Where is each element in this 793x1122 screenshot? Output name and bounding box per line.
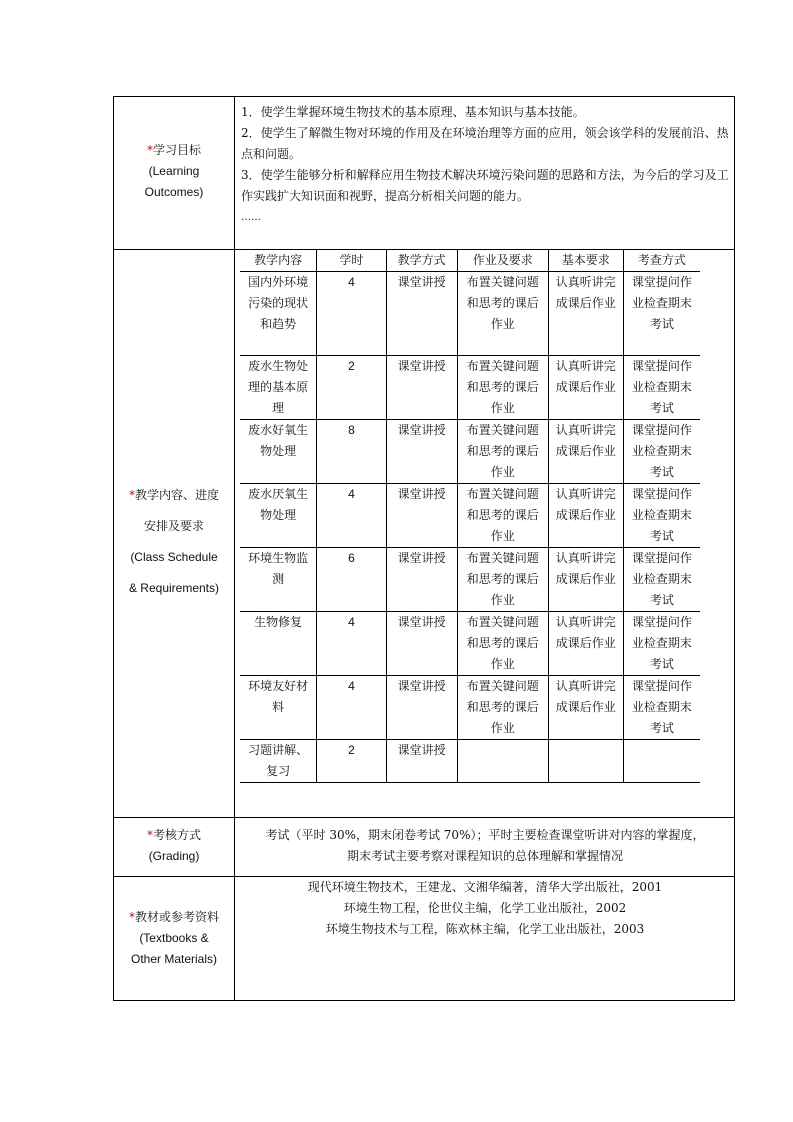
- cell-hours: 4: [317, 676, 386, 740]
- grading-label: [114, 825, 234, 867]
- materials-content: [234, 877, 736, 940]
- cell-topic: 废水厌氧生物处理: [240, 484, 317, 548]
- cell-assessment: 课堂提问作业检查期末考试: [623, 420, 700, 484]
- schedule-label-cn-1: 教学内容、进度: [134, 488, 219, 502]
- materials-label-en-1: (Textbooks &: [139, 931, 209, 945]
- table-row: [240, 356, 700, 420]
- cell-requirement: 认真听讲完成课后作业: [548, 420, 623, 484]
- cell-method: 课堂讲授: [386, 420, 457, 484]
- materials-label-cn: 教材或参考资料: [134, 910, 219, 924]
- schedule-label-en-1: (Class Schedule: [130, 550, 218, 564]
- cell-homework: 布置关键问题和思考的课后作业: [457, 420, 548, 484]
- grading-label-cn: 考核方式: [152, 828, 201, 842]
- grading-content: [234, 825, 736, 867]
- cell-homework: 布置关键问题和思考的课后作业: [457, 612, 548, 676]
- table-row: [240, 272, 700, 356]
- outcome-item: 1．使学生掌握环境生物技术的基本原理、基本知识与基本技能。: [241, 105, 585, 119]
- required-star: *: [146, 828, 153, 842]
- outcome-item: 2．使学生了解微生物对环境的作用及在环境治理等方面的应用，领会该学科的发展前沿、热点和问题。: [241, 126, 729, 161]
- materials-label-en-2: Other Materials): [130, 952, 218, 966]
- cell-assessment: 课堂提问作业检查期末考试: [623, 484, 700, 548]
- required-star: *: [128, 488, 135, 502]
- grading-label-en: (Grading): [148, 849, 200, 863]
- schedule-label-en-2: & Requirements): [128, 581, 220, 595]
- syllabus-form: [113, 96, 735, 1001]
- cell-homework: 布置关键问题和思考的课后作业: [457, 356, 548, 420]
- cell-assessment: 课堂提问作业检查期末考试: [623, 356, 700, 420]
- cell-requirement: 认真听讲完成课后作业: [548, 356, 623, 420]
- cell-hours: 8: [317, 420, 386, 484]
- required-star: *: [146, 143, 153, 157]
- grading-line-1: 考试（平时 30%，期末闭卷考试 70%）；平时主要检查课堂听讲对内容的掌握度，: [265, 828, 705, 842]
- cell-method: 课堂讲授: [386, 484, 457, 548]
- cell-method: 课堂讲授: [386, 548, 457, 612]
- header-hours: 学时: [317, 250, 386, 272]
- header-topic: 教学内容: [240, 250, 317, 272]
- cell-homework: [457, 740, 548, 783]
- schedule-table: [240, 249, 700, 783]
- cell-requirement: 认真听讲完成课后作业: [548, 272, 623, 356]
- cell-method: 课堂讲授: [386, 356, 457, 420]
- cell-hours: 4: [317, 612, 386, 676]
- schedule-label-cn-2: 安排及要求: [143, 519, 204, 533]
- cell-method: 课堂讲授: [386, 272, 457, 356]
- grading-line-2: 期末考试主要考察对课程知识的总体理解和掌握情况: [346, 849, 623, 863]
- cell-hours: 4: [317, 484, 386, 548]
- outcome-item: 3．使学生能够分析和解释应用生物技术解决环境污染问题的思路和方法，为今后的学习及工作实践扩大知识面和视野，提高分析相关问题的能力。: [241, 168, 729, 203]
- cell-hours: 4: [317, 272, 386, 356]
- outcomes-label: [114, 140, 234, 203]
- cell-topic: 环境生物监测: [240, 548, 317, 612]
- table-row: [240, 420, 700, 484]
- required-star: *: [128, 910, 135, 924]
- cell-topic: 环境友好材料: [240, 676, 317, 740]
- cell-requirement: 认真听讲完成课后作业: [548, 612, 623, 676]
- table-row: [240, 676, 700, 740]
- table-row: [240, 548, 700, 612]
- cell-requirement: 认真听讲完成课后作业: [548, 484, 623, 548]
- table-row: [240, 740, 700, 783]
- outcomes-label-en-1: (Learning: [148, 164, 200, 178]
- materials-label: [114, 907, 234, 970]
- reference-item: 环境生物技术与工程，陈欢林主编，化学工业出版社，2003: [325, 922, 645, 936]
- cell-assessment: 课堂提问作业检查期末考试: [623, 612, 700, 676]
- cell-homework: 布置关键问题和思考的课后作业: [457, 676, 548, 740]
- reference-item: 环境生物工程，伦世仪主编，化学工业出版社，2002: [343, 901, 627, 915]
- cell-homework: 布置关键问题和思考的课后作业: [457, 548, 548, 612]
- header-method: 教学方式: [386, 250, 457, 272]
- cell-requirement: [548, 740, 623, 783]
- cell-assessment: 课堂提问作业检查期末考试: [623, 548, 700, 612]
- cell-assessment: [623, 740, 700, 783]
- cell-homework: 布置关键问题和思考的课后作业: [457, 272, 548, 356]
- table-row: [240, 612, 700, 676]
- cell-homework: 布置关键问题和思考的课后作业: [457, 484, 548, 548]
- cell-hours: 6: [317, 548, 386, 612]
- cell-topic: 国内外环境污染的现状和趋势: [240, 272, 317, 356]
- cell-topic: 习题讲解、复习: [240, 740, 317, 783]
- header-requirement: 基本要求: [548, 250, 623, 272]
- cell-topic: 废水好氧生物处理: [240, 420, 317, 484]
- outcomes-label-en-2: Outcomes): [144, 185, 204, 199]
- schedule-label: [114, 480, 234, 604]
- cell-assessment: 课堂提问作业检查期末考试: [623, 272, 700, 356]
- cell-method: 课堂讲授: [386, 676, 457, 740]
- outcomes-content: [241, 102, 731, 228]
- header-homework: 作业及要求: [457, 250, 548, 272]
- cell-assessment: 课堂提问作业检查期末考试: [623, 676, 700, 740]
- cell-topic: 生物修复: [240, 612, 317, 676]
- header-assessment: 考查方式: [623, 250, 700, 272]
- cell-requirement: 认真听讲完成课后作业: [548, 548, 623, 612]
- reference-item: 现代环境生物技术，王建龙、文湘华编著，清华大学出版社，2001: [307, 880, 663, 894]
- cell-hours: 2: [317, 356, 386, 420]
- table-header-row: [240, 250, 700, 272]
- cell-hours: 2: [317, 740, 386, 783]
- outcome-ellipsis: ……: [241, 212, 261, 223]
- table-row: [240, 484, 700, 548]
- cell-method: 课堂讲授: [386, 740, 457, 783]
- cell-method: 课堂讲授: [386, 612, 457, 676]
- cell-requirement: 认真听讲完成课后作业: [548, 676, 623, 740]
- outcomes-label-cn: 学习目标: [152, 143, 201, 157]
- cell-topic: 废水生物处理的基本原理: [240, 356, 317, 420]
- row-divider: [114, 817, 734, 818]
